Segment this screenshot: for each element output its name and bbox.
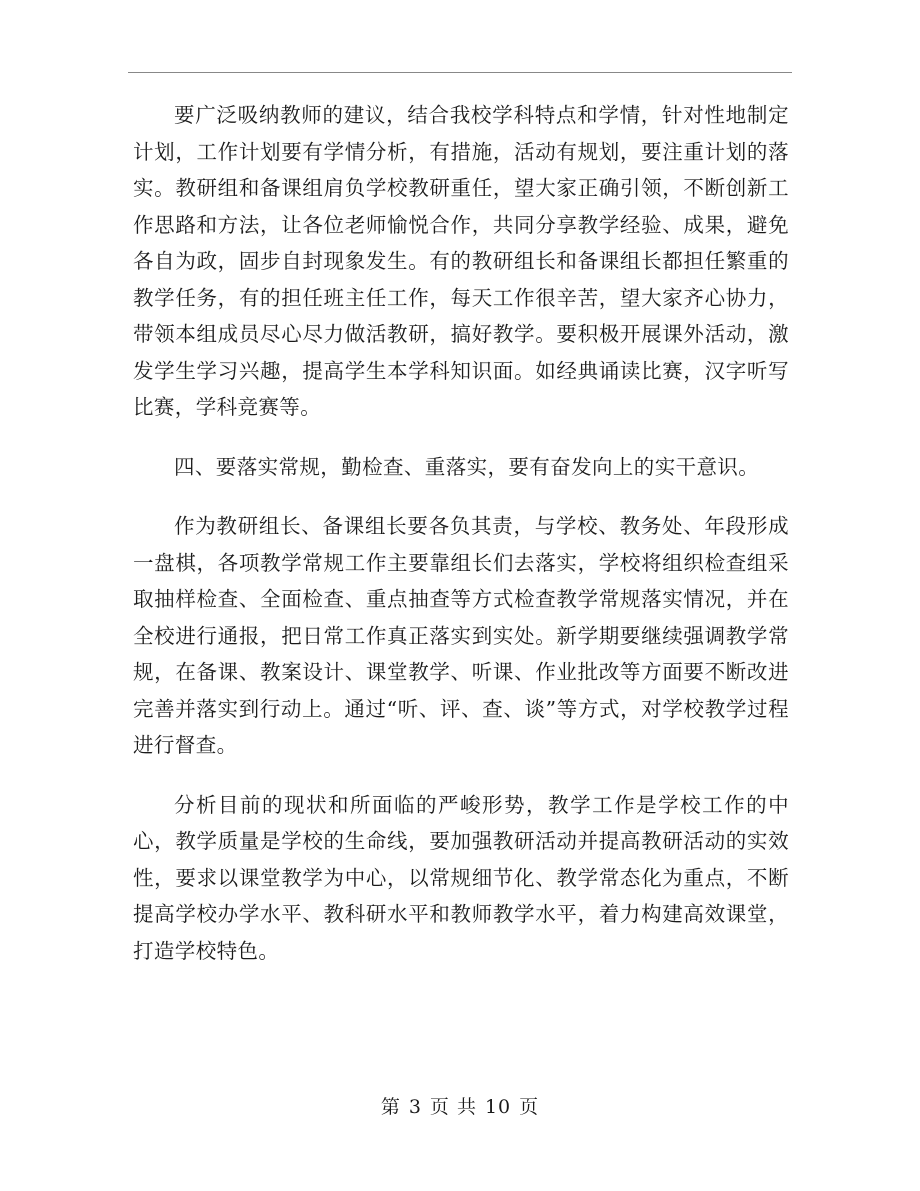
footer-middle: 页 共 [429,1096,477,1118]
header-divider [128,72,792,73]
footer-suffix: 页 [519,1096,540,1118]
footer-prefix: 第 [380,1096,401,1118]
page-footer [0,1093,920,1121]
footer-total-pages: 10 [484,1096,512,1118]
paragraph-analysis: 分析目前的现状和所面临的严峻形势，教学工作是学校工作的中心，教学质量是学校的生命线，要加强教研活动并提高教研活动的实效性，要求以课堂教学为中心，以常规细节化、教学常态化为重点，不断提高学校办学水平、教科研水平和教师教学水平，着力构建高效课堂，打造学校特色。 [133,792,789,963]
document-body [133,97,789,969]
section-heading-four: 四、要落实常规，勤检查、重落实，要有奋发向上的实干意识。 [174,454,760,479]
footer-page-number: 3 [408,1096,422,1118]
paragraph-plan: 要广泛吸纳教师的建议，结合我校学科特点和学情，针对性地制定计划，工作计划要有学情分析，有措施，活动有规划，要注重计划的落实。教研组和备课组肩负学校教研重任，望大家正确引领，不断创新工作思路和方法，让各位老师愉悦合作，共同分享教学经验、成果，避免各自为政，固步自封现象发生。有的教研组长和备课组长都担任繁重的教学任务，有的担任班主任工作，每天工作很辛苦，望大家齐心协力，带领本组成员尽心尽力做活教研，搞好教学。要积极开展课外活动，激发学生学习兴趣，提高学生本学科知识面。如经典诵读比赛，汉字听写比赛，学科竞赛等。 [133,103,789,419]
paragraph-routine: 作为教研组长、备课组长要各负其责，与学校、教务处、年段形成一盘棋，各项教学常规工作主要靠组长们去落实，学校将组织检查组采取抽样检查、全面检查、重点抽查等方式检查教学常规落实情况，并在全校进行通报，把日常工作真正落实到实处。新学期要继续强调教学常规，在备课、教案设计、课堂教学、听课、作业批改等方面要不断改进完善并落实到行动上。通过“听、评、查、谈”等方式，对学校教学过程进行督查。 [133,514,789,757]
